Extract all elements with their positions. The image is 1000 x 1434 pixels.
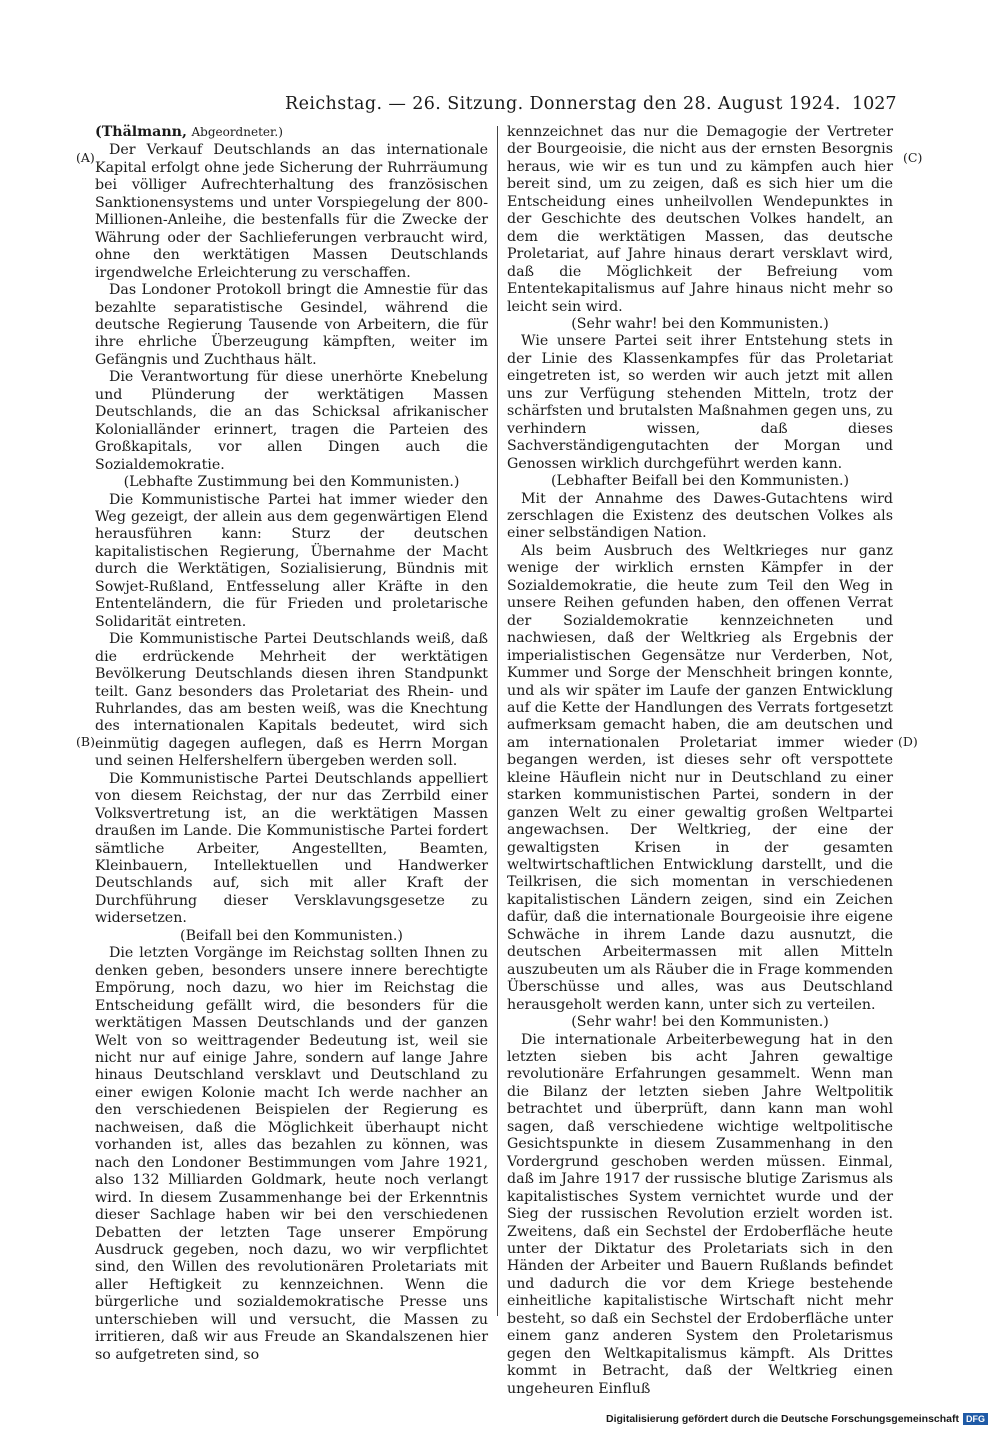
paragraph: Die Verantwortung für diese unerhörte Knebelung und Plünderung der werktätigen Massen Deutschlands, die an das Schicksal afrikanischer Kolonialländer erinnert, tragen die Parteien des Großkapitals, vor allen Dingen auch die Sozialdemokratie. [95,369,488,473]
page-header [0,94,1000,120]
interjection: (Lebhafte Zustimmung bei den Kommunisten.) [123,474,460,491]
paragraph: Als beim Ausbruch des Weltkrieges nur ganz wenige der wirklich ernsten Kämpfer in der Sozialdemokratie, die heute zum Teil den Weg in unsere Reihen gefunden haben, den offenen Verrat der Sozialdemokratie kennzeichneten und nachwiesen, daß der Weltkrieg als Ergebnis der imperialistischen Gegensätze nur Verderben, Not, Kummer und Sorge der Menschheit bringen konnte, und als wir später im Laufe der ganzen Entwicklung auf die Kette der Handlungen des Verrats fortgesetzt aufmerksam gemacht haben, die am deutschen und am internationalen Proletariat immer wieder begangen werden, ist dieses sehr oft verspottete kleine Häuflein nicht nur in Deutschland zu einer starken kommunistischen Partei, sondern in der ganzen Welt zu einer gewaltig großen Weltpartei angewachsen. Der Weltkrieg, der eine der gewaltigsten Krisen in der gesamten weltwirtschaftlichen Entwicklung darstellt, und die Teilkrisen, die sich momentan in verschiedenen kapitalistischen Ländern zeigen, sind ein Zeichen dafür, daß die internationale Bourgeoisie ihre eigene Schwäche in ihrem Lande dazu ausnutzt, die deutschen Arbeitermassen mit allen Mitteln auszubeuten um als Räuber die in Frage kommenden Überschüsse und alles, was aus Deutschland herausgeholt werden kann, unter sich zu verteilen. [507,542,893,1013]
speaker-name: (Thälmann, [95,124,187,140]
margin-marker-a: (A) [76,150,95,165]
paragraph: Der Verkauf Deutschlands an das internationale Kapital erfolgt ohne jede Sicherung der Ruhrräumung bei völliger Aufrechterhaltung des französischen Sanktionensystems und unter Vorspiegelung der 800-Millionen-Anleihe, die bestenfalls für die Zwecke der Währung oder der Sachlieferungen verbraucht wird, ohne den werktätigen Massen Deutschlands irgendwelche Erleichterung zu verschaffen. [95,142,488,281]
paragraph: Das Londoner Protokoll bringt die Amnestie für das bezahlte separatistische Gesindel, während die deutsche Regierung Tausende von Arbeitern, die für ihre ehrliche Überzeugung kämpften, weiter im Gefängnis und Zuchthaus hält. [95,282,488,368]
interjection: (Sehr wahr! bei den Kommunisten.) [571,1014,829,1031]
speaker-role: Abgeordneter.) [191,125,283,139]
interjection: (Sehr wahr! bei den Kommunisten.) [571,315,829,332]
footer-credit: Digitalisierung gefördert durch die Deutsche Forschungsgemeinschaft [606,1413,959,1425]
column-divider [497,126,498,1316]
paragraph: Mit der Annahme des Dawes-Gutachtens wird zerschlagen die Existenz des deutschen Volkes als einer selbständigen Nation. [507,490,893,542]
paragraph: Wie unsere Partei seit ihrer Entstehung stets in der Linie des Klassenkampfes für das Proletariat eingetreten ist, so werden wir auch jetzt mit allen uns zur Verfügung stehenden Mitteln, trotz der schärfsten und brutalsten Maßnahmen gegen uns, zu verhindern wissen, daß dieses Sachverständigengutachten der Morgan und Genossen wirklich durchgeführt werden kann. [507,333,893,472]
paragraph: Die internationale Arbeiterbewegung hat in den letzten sieben bis acht Jahren gewaltige revolutionäre Erfahrungen gesammelt. Wenn man die Bilanz der letzten sieben Jahre Weltpolitik betrachtet und überprüft, dann kann man wohl sagen, daß verschiedene wichtige weltpolitische Gesichtspunkte in diesem Zusammenhang in den Vordergrund geschoben werden müssen. Einmal, daß im Jahre 1917 der russische blutige Zarismus als kapitalistisches System vernichtet wurde und der Sieg der russischen Revolution erzielt worden ist. Zweitens, daß ein Sechstel der Erdoberfläche heute unter der Diktatur des Proletariats sich in den Händen der Arbeiter und Bauern Rußlands befindet und dadurch die vor dem Kriege bestehende einheitliche kapitalistische Wirtschaft nicht mehr besteht, so daß ein Sechstel der Erdoberfläche unter einem ganz anderen System den Proletarismus gegen den Weltkapitalismus kämpft. Als Drittes kommt in Betracht, daß der Weltkrieg einen ungeheuren Einfluß [507,1031,893,1397]
dfg-logo: DFG [963,1413,988,1425]
paragraph: Die Kommunistische Partei hat immer wieder den Weg gezeigt, der allein aus dem gegenwärtigen Elend herausführen kann: Sturz der deutschen kapitalistischen Regierung, Übernahme der Macht durch die Werktätigen, Sozialisierung, Bündnis mit Sowjet-Rußland, Entfesselung aller Kräfte in den Ententeländern, die für Frieden und proletarische Solidarität eintreten. [95,491,488,630]
paragraph: Die Kommunistische Partei Deutschlands weiß, daß die erdrückende Mehrheit der werktätigen Bevölkerung Deutschlands diesen ihren Standpunkt teilt. Ganz besonders das Proletariat des Rhein- und Ruhrlandes, das am besten weiß, was die Knechtung des internationalen Kapitals bedeutet, wird sich einmütig dagegen auflegen, daß es Herrn Morgan und seinen Helfershelfern übergeben werden soll. [95,631,488,770]
margin-marker-c: (C) [903,150,923,165]
page-number: 1027 [852,94,897,114]
paragraph: Die letzten Vorgänge im Reichstag sollten Ihnen zu denken geben, besonders unsere innere berechtigte Empörung, noch dazu, wo hier im Reichstag die Entscheidung gefällt wird, die besonders für die werktätigen Massen Deutschlands und der ganzen Welt von so weittragender Bedeutung ist, weil sie nicht nur auf einige Jahre, sondern auf lange Jahre hinaus Deutschland versklavt und Deutschland zu einer ewigen Kolonie macht Ich werde nachher an den verschiedenen Beispielen der Regierung es nachweisen, daß die Möglichkeit überhaupt nicht vorhanden ist, alles das bezahlen zu können, was nach den Londoner Bestimmungen vom Jahre 1921, also 132 Milliarden Goldmark, heute noch verlangt wird. In diesem Zusammenhange bei der Erkenntnis dieser Sachlage haben wir bei den verschiedenen Debatten der letzten Tage unserer Empörung Ausdruck gegeben, noch dazu, wo wir verpflichtet sind, den Willen des revolutionären Proletariats mit aller Heftigkeit zu kennzeichnen. Wenn die bürgerliche und sozialdemokratische Presse uns unterschieben will und versucht, die Massen zu irritieren, daß wir aus Freude an Skandalszenen hier so aufgetreten sind, so [95,945,488,1363]
running-title: Reichstag. — 26. Sitzung. Donnerstag den 28. August 1924. [285,94,841,114]
margin-marker-d: (D) [898,734,918,749]
margin-marker-b: (B) [76,734,95,749]
digitization-footer [606,1413,988,1425]
left-column [95,124,488,1364]
paragraph: kennzeichnet das nur die Demagogie der Vertreter der Bourgeoisie, die nicht aus der ernsten Besorgnis heraus, wie wir es tun und zu kämpfen auch hier bereit sind, um zu zeigen, daß es sich hier um die Entscheidung eines unheilvollen Wendepunktes in der Geschichte des deutschen Volkes handelt, an dem die werktätigen Massen, das deutsche Proletariat, auf Jahre hinaus derart versklavt wird, daß die Möglichkeit der Befreiung vom Ententekapitalismus auf Jahre hinaus nicht mehr so leicht sein wird. [507,124,893,315]
interjection: (Beifall bei den Kommunisten.) [180,927,403,944]
speaker-attribution [95,124,488,141]
right-column [507,124,893,1398]
interjection: (Lebhafter Beifall bei den Kommunisten.) [550,473,849,490]
paragraph: Die Kommunistische Partei Deutschlands appelliert von diesem Reichstag, der nur das Zerrbild einer Volksvertretung ist, an die werktätigen Massen draußen im Lande. Die Kommunistische Partei fordert sämtliche Arbeiter, Angestellten, Beamten, Kleinbauern, Intellektuellen und Handwerker Deutschlands auf, sich mit aller Kraft der Durchführung dieser Versklavungsgesetze zu widersetzen. [95,770,488,927]
